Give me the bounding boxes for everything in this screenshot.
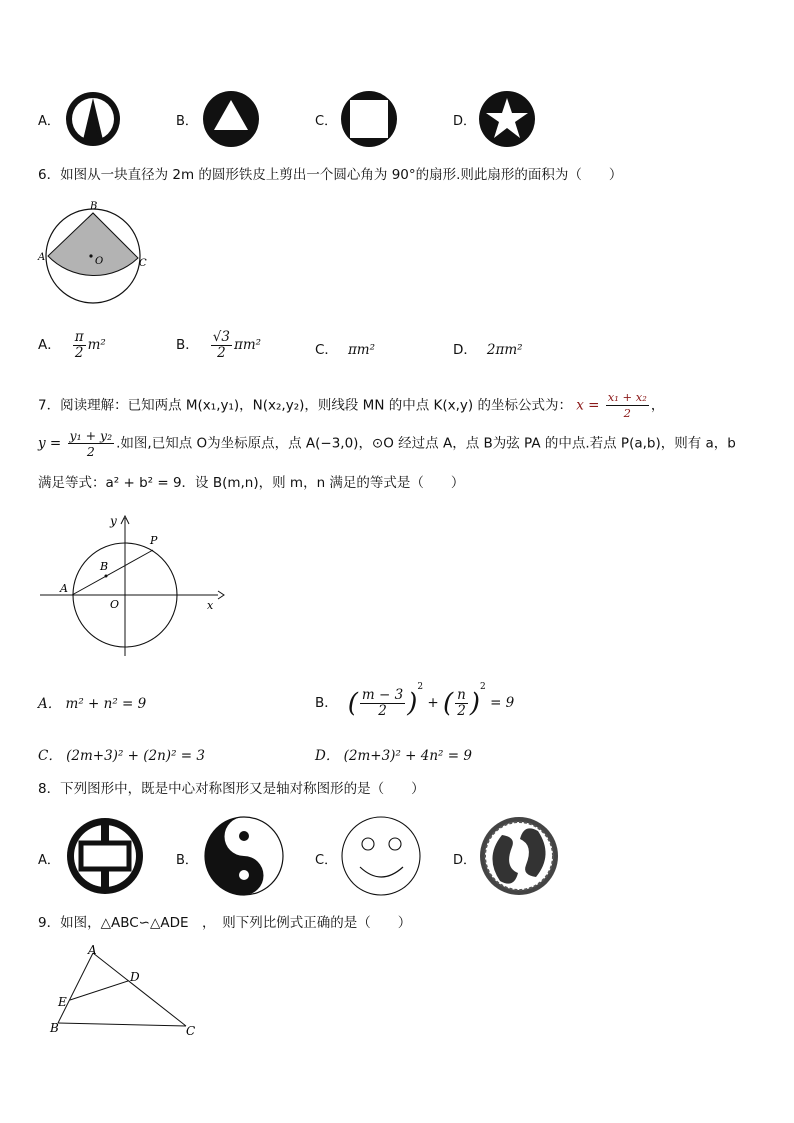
q9-stem: 9．如图，△ABC∽△ADE ， 则下列比例式正确的是（ ） [38,915,412,931]
q5-option-c-figure [340,90,400,148]
q8-option-d-label: D． [453,853,477,868]
q7-label-x: x [207,599,214,612]
q7-line1: 7．阅读理解：已知两点 M(x₁,y₁)，N(x₂,y₂)，则线段 MN 的中点 K(x,y) 的坐标公式为： x = $\frac{\text{x₁ + x₂}}{2}$ ， [38,390,665,420]
q7-option-b: B． ( $\frac{m - 3}{2}$ )$^2$ + ( $\frac{n}{2}$ )$^2$ = 9 [315,682,515,719]
q7-label-a: A [60,582,68,595]
q9-figure [46,940,206,1040]
q6-label-o: O [95,256,104,267]
q9-label-d: D [130,970,140,984]
q6-label-b: B [90,201,98,212]
q5-option-a-figure [64,90,124,148]
q5-option-d-label: D． [453,114,477,129]
q8-option-b-label: B． [176,853,198,868]
q8-option-c-label: C． [315,853,338,868]
q5-option-b-label: B． [176,114,198,129]
q7-option-c: C． (2m+3)² + (2n)² = 3 [38,748,205,764]
q9-label-e: E [58,995,67,1009]
q6-option-d: D． 2πm² [453,342,523,358]
q7-figure [38,510,228,660]
q7-label-b: B [100,560,109,573]
q6-figure [34,196,164,310]
q7-label-y: y [110,514,117,528]
q8-option-d-figure [478,815,562,897]
q6-label-a: A [38,252,46,263]
q6-option-a: A． $\frac{\pi}{2}$ m² [38,329,106,361]
q6-label-c: C [139,258,147,269]
q5-option-c-label: C． [315,114,338,129]
q8-stem: 8．下列图形中，既是中心对称图形又是轴对称图形的是（ ） [38,781,425,797]
q7-option-d: D． (2m+3)² + 4n² = 9 [315,748,472,764]
q9-label-c: C [186,1024,196,1038]
q6-option-c: C． πm² [315,342,376,358]
q6-stem: 6．如图从一块直径为 2m 的圆形铁皮上剪出一个圆心角为 90°的扇形.则此扇形的面积为（ ） [38,167,623,183]
q7-line2: y = $\frac{\text{y₁ + y₂}}{2}$ .如图,已知点 O为坐标原点，点 A(−3,0)，⊙O 经过点 A，点 B为弦 PA 的中点.若点 P(a,b)，则有 a，b [38,428,736,459]
q5-option-b-figure [202,90,262,148]
q6-option-b: B． $\frac{√3}{2}$ πm² [176,329,262,361]
q5-option-a-label: A． [38,114,60,129]
q5-option-d-figure [478,90,538,148]
q8-option-a-figure [64,815,148,897]
q8-option-a-label: A． [38,853,60,868]
q9-label-b: B [50,1021,59,1035]
q7-label-o: O [110,598,120,611]
q9-label-a: A [88,943,97,957]
q8-option-c-figure [340,815,424,897]
q7-line3: 满足等式：a² + b² = 9．设 B(m,n)，则 m，n 满足的等式是（ ） [38,475,465,491]
q7-option-a: A． m² + n² = 9 [38,696,147,712]
q8-option-b-figure [202,815,286,897]
q7-label-p: P [150,534,158,547]
